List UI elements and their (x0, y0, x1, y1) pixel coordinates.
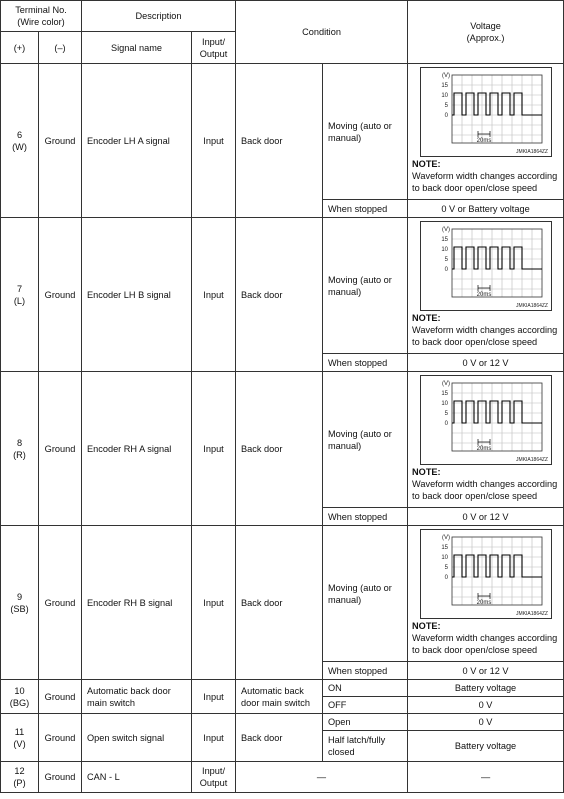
waveform-tick-0: 0 (444, 421, 448, 427)
minus-cell: Ground (39, 762, 82, 793)
state-cell: Open (323, 714, 408, 731)
waveform-tick-10: 10 (440, 555, 448, 561)
voltage-header: Voltage (Approx.) (408, 1, 564, 64)
terminal-cell: 11 (V) (1, 714, 39, 762)
condition-header: Condition (236, 1, 408, 64)
minus-cell: Ground (39, 526, 82, 680)
minus-cell: Ground (39, 680, 82, 714)
terminal-cell: 9 (SB) (1, 526, 39, 680)
moving-cell: Moving (auto or manual) (323, 526, 408, 662)
waveform-tick-5: 5 (444, 103, 448, 109)
stopped-cell: When stopped (323, 662, 408, 680)
table-row (1, 526, 564, 662)
waveform-tick-10: 10 (440, 247, 448, 253)
minus-cell: Ground (39, 372, 82, 526)
minus-cell: Ground (39, 218, 82, 372)
note-text: Waveform width changes according to back door open/close speed (412, 479, 558, 501)
figure-id: JMKIA1864ZZ (515, 303, 548, 309)
table-row (1, 762, 564, 793)
io-cell: Input (192, 526, 236, 680)
time-scale-label: 20ms (476, 600, 491, 606)
stopped-cell: When stopped (323, 508, 408, 526)
note-text: Waveform width changes according to back door open/close speed (412, 325, 558, 347)
condition-cell: Back door (236, 714, 323, 762)
waveform-graph (420, 67, 552, 157)
waveform-tick-10: 10 (440, 93, 448, 99)
voltage-cell: — (408, 762, 564, 793)
waveform-tick-15: 15 (440, 391, 448, 397)
note-text: Waveform width changes according to back door open/close speed (412, 171, 558, 193)
terminal-cell: 8 (R) (1, 372, 39, 526)
io-cell: Input (192, 714, 236, 762)
waveform-tick-0: 0 (444, 113, 448, 119)
condition-cell: Back door (236, 526, 323, 680)
io-cell: Input (192, 218, 236, 372)
waveform-tick-0: 0 (444, 267, 448, 273)
condition-cell: — (236, 762, 408, 793)
signal-cell: Encoder RH A signal (82, 372, 192, 526)
figure-id: JMKIA1864ZZ (515, 149, 548, 155)
note-title: NOTE: (412, 621, 441, 631)
note-title: NOTE: (412, 159, 441, 169)
voltage-waveform-cell (408, 64, 564, 200)
terminal-cell: 6 (W) (1, 64, 39, 218)
voltage-waveform-cell (408, 526, 564, 662)
waveform-tick-5: 5 (444, 565, 448, 571)
time-scale-label: 20ms (476, 292, 491, 298)
signal-cell: Encoder LH A signal (82, 64, 192, 218)
signal-cell: Automatic back door main switch (82, 680, 192, 714)
state-cell: Half latch/fully closed (323, 731, 408, 762)
waveform-unit: (V) (441, 381, 450, 387)
moving-cell: Moving (auto or manual) (323, 64, 408, 200)
state-cell: ON (323, 680, 408, 697)
waveform-note (412, 620, 559, 656)
signal-cell: Encoder RH B signal (82, 526, 192, 680)
note-text: Waveform width changes according to back door open/close speed (412, 633, 558, 655)
note-title: NOTE: (412, 467, 441, 477)
waveform-tick-10: 10 (440, 401, 448, 407)
plus-header: (+) (1, 32, 39, 64)
signal-cell: Open switch signal (82, 714, 192, 762)
waveform-tick-5: 5 (444, 411, 448, 417)
voltage-cell: Battery voltage (408, 680, 564, 697)
waveform-tick-0: 0 (444, 575, 448, 581)
note-title: NOTE: (412, 313, 441, 323)
terminal-cell: 12 (P) (1, 762, 39, 793)
waveform-note (412, 466, 559, 502)
description-header: Description (82, 1, 236, 32)
voltage-cell: Battery voltage (408, 731, 564, 762)
table-row (1, 714, 564, 731)
moving-cell: Moving (auto or manual) (323, 218, 408, 354)
signal-cell: Encoder LH B signal (82, 218, 192, 372)
voltage-cell: 0 V (408, 714, 564, 731)
condition-cell: Back door (236, 372, 323, 526)
table-row (1, 680, 564, 697)
figure-id: JMKIA1864ZZ (515, 611, 548, 617)
io-cell: Input (192, 372, 236, 526)
condition-cell: Automatic back door main switch (236, 680, 323, 714)
state-cell: OFF (323, 697, 408, 714)
voltage-cell: 0 V (408, 697, 564, 714)
voltage-cell: 0 V or 12 V (408, 662, 564, 680)
time-scale-label: 20ms (476, 138, 491, 144)
voltage-cell: 0 V or Battery voltage (408, 200, 564, 218)
voltage-cell: 0 V or 12 V (408, 354, 564, 372)
condition-cell: Back door (236, 218, 323, 372)
waveform-unit: (V) (441, 73, 450, 79)
waveform-unit: (V) (441, 535, 450, 541)
io-cell: Input (192, 64, 236, 218)
table-row (1, 218, 564, 354)
moving-cell: Moving (auto or manual) (323, 372, 408, 508)
waveform-tick-15: 15 (440, 545, 448, 551)
table-row (1, 372, 564, 508)
figure-id: JMKIA1864ZZ (515, 457, 548, 463)
waveform-note (412, 312, 559, 348)
signal-name-header: Signal name (82, 32, 192, 64)
voltage-waveform-cell (408, 218, 564, 354)
minus-header: (–) (39, 32, 82, 64)
terminal-cell: 7 (L) (1, 218, 39, 372)
stopped-cell: When stopped (323, 354, 408, 372)
table-row (1, 64, 564, 200)
waveform-note (412, 158, 559, 194)
condition-cell: Back door (236, 64, 323, 218)
waveform-graph (420, 375, 552, 465)
signal-cell: CAN - L (82, 762, 192, 793)
waveform-graph (420, 221, 552, 311)
waveform-tick-5: 5 (444, 257, 448, 263)
terminal-header: Terminal No. (Wire color) (1, 1, 82, 32)
io-header: Input/ Output (192, 32, 236, 64)
waveform-unit: (V) (441, 227, 450, 233)
waveform-graph (420, 529, 552, 619)
minus-cell: Ground (39, 64, 82, 218)
waveform-tick-15: 15 (440, 83, 448, 89)
minus-cell: Ground (39, 714, 82, 762)
voltage-waveform-cell (408, 372, 564, 508)
terminal-cell: 10 (BG) (1, 680, 39, 714)
io-cell: Input (192, 680, 236, 714)
io-cell: Input/ Output (192, 762, 236, 793)
voltage-cell: 0 V or 12 V (408, 508, 564, 526)
stopped-cell: When stopped (323, 200, 408, 218)
waveform-tick-15: 15 (440, 237, 448, 243)
time-scale-label: 20ms (476, 446, 491, 452)
